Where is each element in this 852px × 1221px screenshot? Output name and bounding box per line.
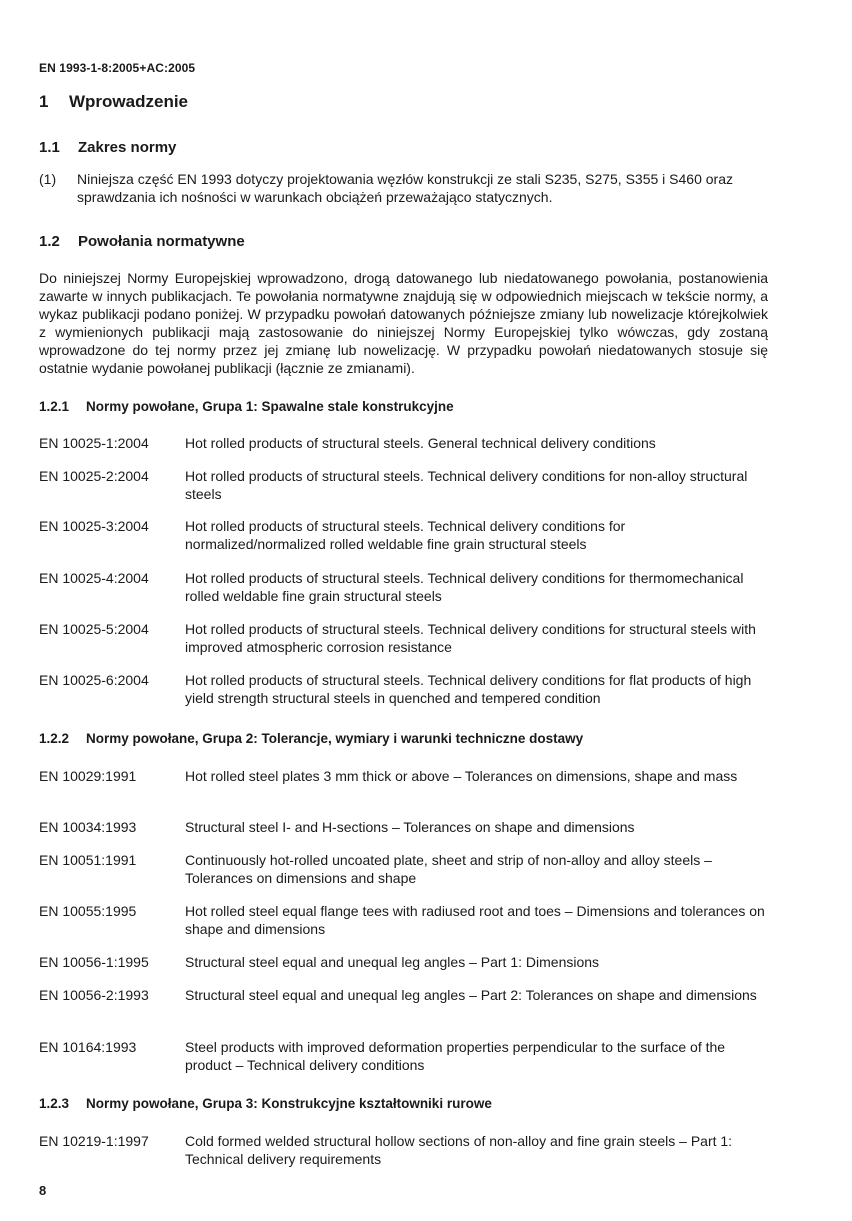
running-header: EN 1993-1-8:2005+AC:2005: [39, 61, 196, 75]
clause-text: Niniejsza część EN 1993 dotyczy projektowania węzłów konstrukcji ze stali S235, S275, S355 i S460 oraz sprawdzania ich nośności w warunkach obciążeń przeważająco statycznych.: [77, 171, 733, 205]
group-1-heading: [39, 399, 454, 414]
reference-title: Structural steel equal and unequal leg angles – Part 2: Tolerances on shape and dimensions: [185, 987, 757, 1003]
reference-title: Cold formed welded structural hollow sections of non-alloy and fine grain steels – Part 1: Technical delivery requirements: [185, 1133, 733, 1167]
section-1-2-heading: [39, 233, 245, 250]
normative-references-paragraph: Do niniejszej Normy Europejskiej wprowadzono, drogą datowanego lub niedatowanego powołania, postanowienia zawarte w innych publikacjach. Te powołania normatywne znajdują się w odpowiednich miejscach w tekście normy, a wykaz publikacji podano poniżej. W przypadku powołań datowanych późniejsze zmiany lub nowelizacje którejkolwiek z wymienionych publikacji mają zastosowanie do niniejszej Normy Europejskiej tylko wówczas, gdy zostaną wprowadzone do tej normy przez jej zmianę lub nowelizację. W przypadku powołań niedatowanych stosuje się ostatnie wydanie powołanej publikacji (łącznie ze zmianami).: [39, 270, 768, 376]
reference-code: EN 10025-4:2004: [39, 570, 149, 586]
group-2-heading: [39, 731, 583, 746]
section-title: Wprowadzenie: [69, 92, 189, 111]
section-number: 1.2: [39, 233, 60, 250]
reference-title: Continuously hot-rolled uncoated plate, sheet and strip of non-alloy and alloy steels – Tolerances on dimensions and shape: [185, 852, 712, 886]
section-1-1-heading: [39, 139, 176, 156]
section-number: 1.2.2: [39, 731, 70, 746]
reference-code: EN 10219-1:1997: [39, 1133, 149, 1149]
reference-code: EN 10055:1995: [39, 903, 137, 919]
section-number: 1.2.1: [39, 399, 70, 414]
reference-title: Hot rolled products of structural steels. Technical delivery conditions for structural steels with improved atmospheric corrosion resistance: [185, 621, 756, 655]
section-number: 1.1: [39, 139, 60, 156]
clause-number: (1): [39, 171, 57, 187]
section-number: 1: [39, 92, 49, 111]
section-number: 1.2.3: [39, 1096, 70, 1111]
reference-code: EN 10051:1991: [39, 852, 137, 868]
reference-title: Hot rolled products of structural steels. Technical delivery conditions for non-alloy structural steels: [185, 468, 748, 502]
section-1-heading: [39, 92, 188, 112]
reference-title: Hot rolled steel equal flange tees with radiused root and toes – Dimensions and tolerances on shape and dimensions: [185, 903, 765, 937]
reference-code: EN 10029:1991: [39, 768, 137, 784]
reference-title: Hot rolled products of structural steels. Technical delivery conditions for normalized/normalized rolled weldable fine grain structural steels: [185, 518, 626, 552]
reference-code: EN 10164:1993: [39, 1039, 137, 1055]
reference-code: EN 10025-2:2004: [39, 468, 149, 484]
reference-title: Structural steel I- and H-sections – Tolerances on shape and dimensions: [185, 819, 635, 835]
reference-code: EN 10034:1993: [39, 819, 137, 835]
reference-code: EN 10025-1:2004: [39, 435, 149, 451]
reference-code: EN 10025-6:2004: [39, 672, 149, 688]
reference-title: Structural steel equal and unequal leg angles – Part 1: Dimensions: [185, 954, 600, 970]
section-title: Normy powołane, Grupa 2: Tolerancje, wymiary i warunki techniczne dostawy: [86, 731, 584, 746]
reference-code: EN 10025-5:2004: [39, 621, 149, 637]
section-title: Normy powołane, Grupa 3: Konstrukcyjne kształtowniki rurowe: [86, 1096, 492, 1111]
reference-title: Hot rolled products of structural steels. Technical delivery conditions for flat products of high yield strength structural steels in quenched and tempered condition: [185, 672, 752, 706]
reference-code: EN 10056-1:1995: [39, 954, 149, 970]
reference-title: Hot rolled steel plates 3 mm thick or above – Tolerances on dimensions, shape and mass: [185, 768, 738, 784]
reference-title: Hot rolled products of structural steels. General technical delivery conditions: [185, 435, 656, 451]
reference-title: Steel products with improved deformation properties perpendicular to the surface of the product – Technical delivery conditions: [185, 1039, 726, 1073]
section-title: Normy powołane, Grupa 1: Spawalne stale konstrukcyjne: [86, 399, 454, 414]
section-title: Powołania normatywne: [78, 233, 245, 250]
group-3-heading: [39, 1096, 492, 1111]
reference-code: EN 10025-3:2004: [39, 518, 149, 534]
page-number: 8: [39, 1183, 47, 1198]
reference-code: EN 10056-2:1993: [39, 987, 149, 1003]
reference-title: Hot rolled products of structural steels. Technical delivery conditions for thermomechanical rolled weldable fine grain structural steels: [185, 570, 744, 604]
section-title: Zakres normy: [78, 139, 177, 156]
